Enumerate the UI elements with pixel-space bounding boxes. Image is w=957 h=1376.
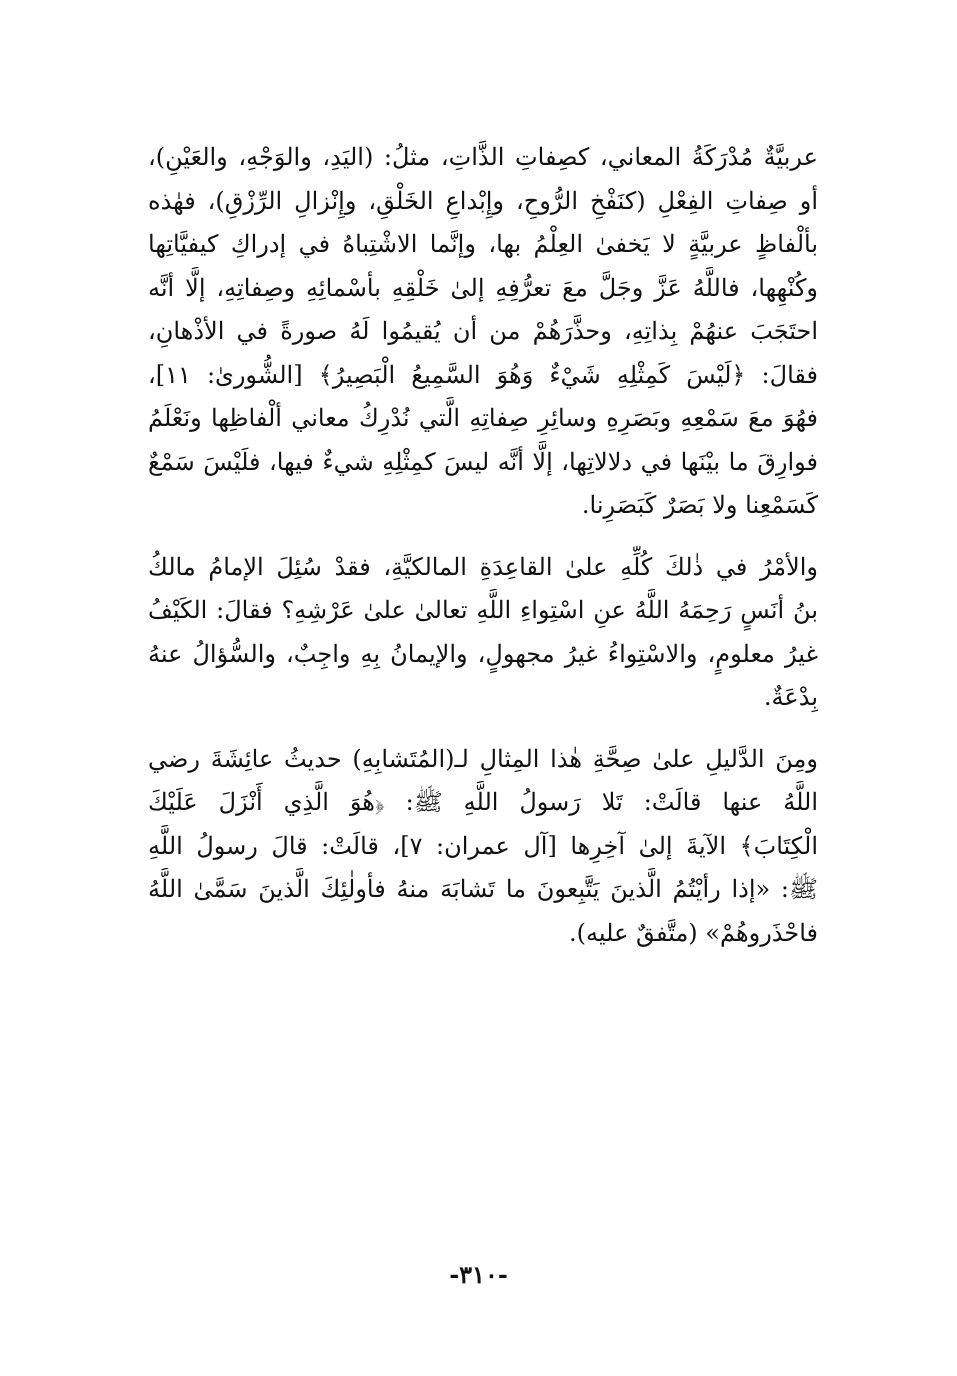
text-line: بِدْعَةٌ. [763,683,818,711]
text-line: احتَجَبَ عنهُمْ بِذاتِهِ، وحذَّرَهُمْ من أن يُقيمُوا لَهُ صورةً في الأذْهانِ، [148,317,818,345]
text-line: عربيَّةٌ مُدْرَكَةُ المعاني، كصِفاتِ الذَّاتِ، مثلُ: (اليَدِ، والوَجْهِ، والعَيْنِ)، [148,143,818,171]
text-line: أو صِفاتِ الفِعْلِ (كنَفْخِ الرُّوحِ، وإِبْداعِ الخَلْقِ، وإِنْزالِ الرِّزْقِ)، فهٰذه [148,186,818,215]
document-page [148,136,818,973]
paragraph-1 [148,136,818,528]
text-line: كَسَمْعِنا ولا بَصَرٌ كَبَصَرِنا. [581,491,818,519]
text-line: وكُنْهِها، فاللَّهُ عَزَّ وجَلَّ معَ تعرُّفِهِ إلىٰ خَلْقِهِ بأسْمائِهِ وصِفاتِهِ، إلَّا أنَّه [148,273,818,302]
text-line: ﷺ: «إذا رأيْتُمُ الَّذينَ يَتَّبِعونَ ما تَشابَهَ منهُ فأولٰئِكَ الَّذينَ سَمَّىٰ اللَّهُ [148,875,818,903]
paragraph-2 [148,546,818,720]
text-line: فهُوَ معَ سَمْعِهِ وبَصَرِهِ وسائِرِ صِفاتِهِ الَّتي نُدْرِكُ معاني ألْفاظِها ونَعْلَمُ [148,404,818,432]
text-line: والأمْرُ في ذٰلكَ كُلِّهِ علىٰ القاعِدَةِ المالكيَّةِ، فقدْ سُئِلَ الإمامُ مالكُ [148,552,818,581]
text-line: غيرُ معلومٍ، والاسْتِواءُ غيرُ مجهولٍ، والإيمانُ بِهِ واجِبٌ، والسُّؤالُ عنهُ [148,639,818,668]
text-line: فقالَ: ﴿لَيْسَ كَمِثْلِهِ شَيْءٌ وَهُوَ السَّمِيعُ الْبَصِيرُ﴾ [الشُّورىٰ: ١١]، [148,360,818,389]
text-line: بنُ أنَسٍ رَحِمَهُ اللَّهُ عنِ اسْتِواءِ اللَّهِ تعالىٰ علىٰ عَرْشِهِ؟ فقالَ: الكَيْفُ [148,596,818,624]
text-line: فاحْذَروهُمْ» (متَّفقٌ عليه). [569,918,818,947]
text-line: الْكِتَابَ﴾ الآيةَ إلىٰ آخِرِها [آل عمران: ٧]، قالَتْ: قالَ رسولُ اللَّهِ [148,831,818,860]
text-line: بألْفاظٍ عربيَّةٍ لا يَخفىٰ العِلْمُ بها، وإنَّما الاشْتِباهُ في إدراكِ كيفيَّاتِها [148,230,818,258]
paragraph-3 [148,738,818,956]
text-line: اللَّهُ عنها قالَتْ: تَلا رَسولُ اللَّهِ ﷺ: ﴿هُوَ الَّذِي أَنْزَلَ عَلَيْكَ [148,788,818,816]
page-number: -٣١٠- [449,1260,508,1289]
text-line: ومِنَ الدَّليلِ علىٰ صِحَّةِ هٰذا المِثالِ لـ(المُتَشابِهِ) حديثُ عائِشَةَ رضي [148,744,818,773]
text-line: فوارِقَ ما بيْنَها في دلالاتِها، إلَّا أنَّه ليسَ كمِثْلِهِ شيءٌ فيها، فلَيْسَ سَمْعٌ [148,447,818,476]
